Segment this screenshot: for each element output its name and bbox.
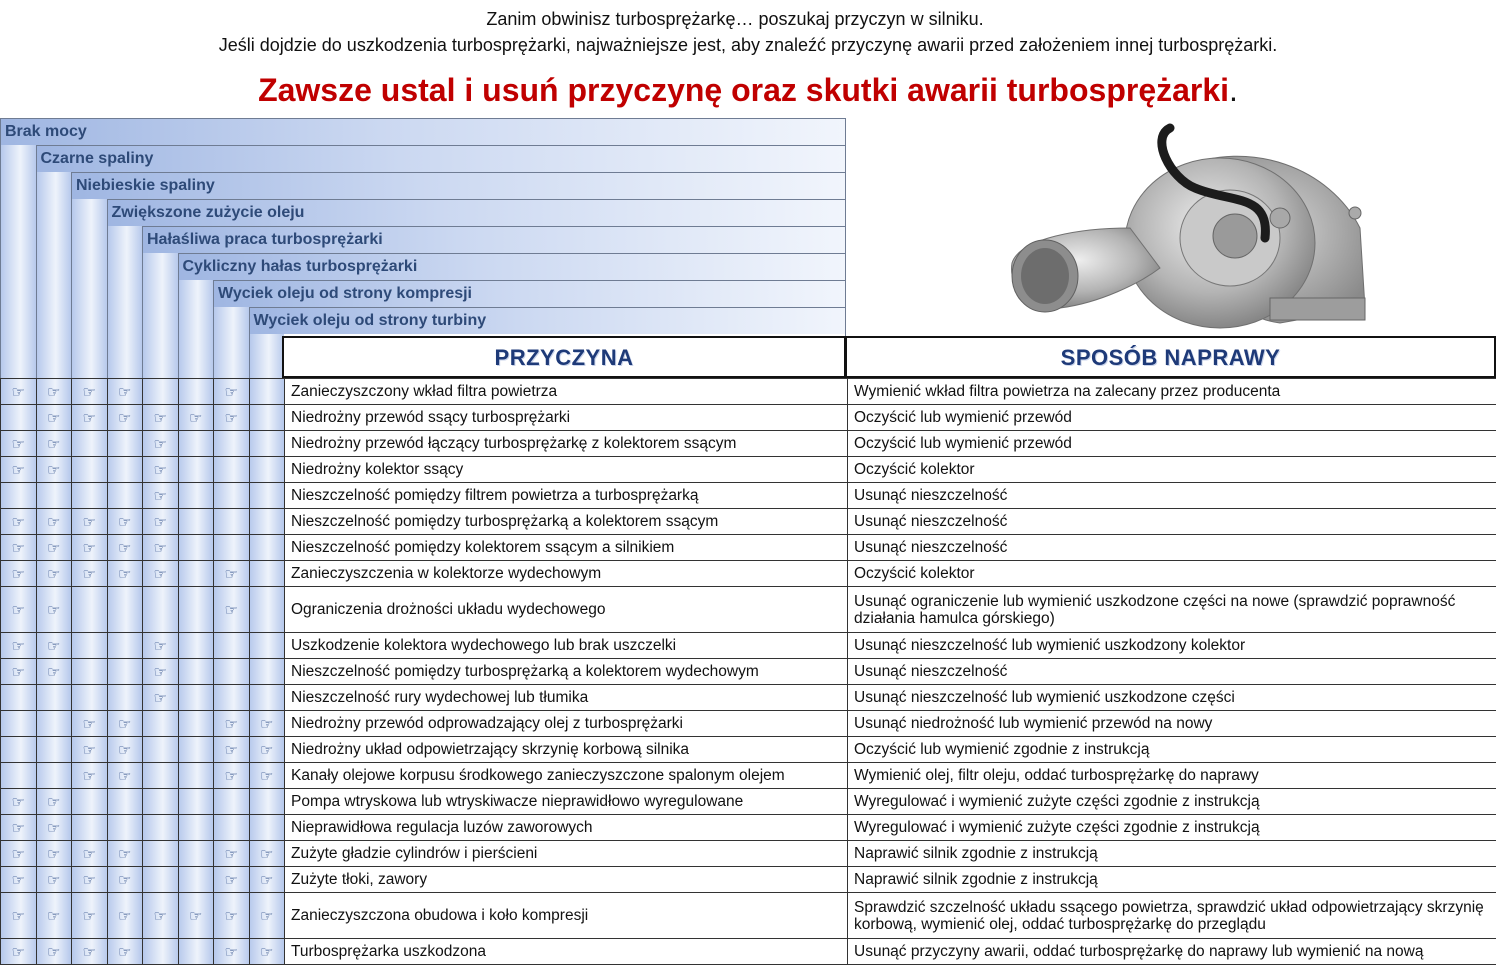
fix-cell: Sprawdzić szczelność układu ssącego powietrza, sprawdzić układ odpowietrzający skrzynię korbową, wymienić olej, oddać turbosprężarkę do przeglądu <box>848 893 1496 939</box>
empty-mark-cell <box>1 405 37 431</box>
empty-mark-cell <box>249 685 285 711</box>
fix-cell: Wymienić wkład filtra powietrza na zalecany przez producenta <box>848 379 1496 405</box>
empty-mark-cell <box>143 587 179 633</box>
empty-mark-cell <box>107 789 143 815</box>
empty-mark-cell <box>249 431 285 457</box>
empty-mark-cell <box>214 685 250 711</box>
cause-cell: Nieprawidłowa regulacja luzów zaworowych <box>285 815 848 841</box>
pointing-hand-icon: ☞ <box>249 893 285 939</box>
pointing-hand-icon: ☞ <box>72 711 108 737</box>
pointing-hand-icon: ☞ <box>249 841 285 867</box>
pointing-hand-icon: ☞ <box>107 535 143 561</box>
fix-cell: Usunąć nieszczelność <box>848 483 1496 509</box>
pointing-hand-icon: ☞ <box>1 815 37 841</box>
intro-line-1: Zanim obwinisz turbosprężarkę… poszukaj przyczyn w silniku. <box>486 9 984 29</box>
empty-mark-cell <box>249 789 285 815</box>
fix-cell: Usunąć niedrożność lub wymienić przewód na nowy <box>848 711 1496 737</box>
empty-mark-cell <box>143 711 179 737</box>
pointing-hand-icon: ☞ <box>107 379 143 405</box>
pointing-hand-icon: ☞ <box>1 893 37 939</box>
empty-mark-cell <box>36 685 72 711</box>
pointing-hand-icon: ☞ <box>36 587 72 633</box>
table-row <box>1 841 1496 867</box>
empty-mark-cell <box>143 379 179 405</box>
pointing-hand-icon: ☞ <box>143 457 179 483</box>
empty-mark-cell <box>107 685 143 711</box>
table-row <box>1 659 1496 685</box>
empty-mark-cell <box>249 457 285 483</box>
empty-mark-cell <box>143 841 179 867</box>
cause-cell: Niedrożny przewód ssący turbosprężarki <box>285 405 848 431</box>
cause-cell: Niedrożny układ odpowietrzający skrzynię korbową silnika <box>285 737 848 763</box>
symptom-header-1: Brak mocy <box>0 118 845 145</box>
cause-cell: Zanieczyszczony wkład filtra powietrza <box>285 379 848 405</box>
fix-cell: Usunąć przyczyny awarii, oddać turbosprężarkę do naprawy lub wymienić na nową <box>848 939 1496 965</box>
empty-mark-cell <box>1 711 37 737</box>
table-row <box>1 763 1496 789</box>
empty-mark-cell <box>214 457 250 483</box>
empty-mark-cell <box>214 659 250 685</box>
symptom-column-strip <box>107 226 143 378</box>
pointing-hand-icon: ☞ <box>36 841 72 867</box>
symptom-column-strip <box>36 172 72 378</box>
pointing-hand-icon: ☞ <box>249 711 285 737</box>
pointing-hand-icon: ☞ <box>72 737 108 763</box>
pointing-hand-icon: ☞ <box>107 867 143 893</box>
pointing-hand-icon: ☞ <box>72 379 108 405</box>
fix-cell: Usunąć nieszczelność lub wymienić uszkodzony kolektor <box>848 633 1496 659</box>
pointing-hand-icon: ☞ <box>214 867 250 893</box>
symptom-column-strip <box>142 253 178 378</box>
symptom-header-3: Niebieskie spaliny <box>71 172 845 199</box>
empty-mark-cell <box>249 535 285 561</box>
symptom-header-5: Hałaśliwa praca turbosprężarki <box>142 226 845 253</box>
headline-dot: . <box>1229 72 1238 108</box>
empty-mark-cell <box>107 815 143 841</box>
pointing-hand-icon: ☞ <box>107 893 143 939</box>
pointing-hand-icon: ☞ <box>72 763 108 789</box>
empty-mark-cell <box>72 431 108 457</box>
symptom-column-strip <box>178 280 214 378</box>
empty-mark-cell <box>214 431 250 457</box>
empty-mark-cell <box>214 815 250 841</box>
table-row <box>1 561 1496 587</box>
column-header-cause: PRZYCZYNA <box>282 336 846 378</box>
symptom-column-strip <box>0 145 36 378</box>
empty-mark-cell <box>249 815 285 841</box>
empty-mark-cell <box>178 763 214 789</box>
empty-mark-cell <box>107 659 143 685</box>
fix-cell: Oczyścić kolektor <box>848 457 1496 483</box>
pointing-hand-icon: ☞ <box>72 939 108 965</box>
pointing-hand-icon: ☞ <box>36 535 72 561</box>
empty-mark-cell <box>178 587 214 633</box>
empty-mark-cell <box>143 815 179 841</box>
empty-mark-cell <box>107 457 143 483</box>
empty-mark-cell <box>178 711 214 737</box>
pointing-hand-icon: ☞ <box>214 841 250 867</box>
empty-mark-cell <box>36 711 72 737</box>
table-row <box>1 405 1496 431</box>
pointing-hand-icon: ☞ <box>1 561 37 587</box>
pointing-hand-icon: ☞ <box>72 867 108 893</box>
pointing-hand-icon: ☞ <box>1 587 37 633</box>
empty-mark-cell <box>249 405 285 431</box>
empty-mark-cell <box>1 737 37 763</box>
table-row <box>1 939 1496 965</box>
diagnosis-table <box>0 378 1496 965</box>
cause-cell: Nieszczelność pomiędzy turbosprężarką a kolektorem wydechowym <box>285 659 848 685</box>
pointing-hand-icon: ☞ <box>249 763 285 789</box>
empty-mark-cell <box>143 763 179 789</box>
header-divider <box>845 118 846 336</box>
table-row <box>1 535 1496 561</box>
cause-cell: Nieszczelność pomiędzy kolektorem ssącym a silnikiem <box>285 535 848 561</box>
cause-cell: Zużyte tłoki, zawory <box>285 867 848 893</box>
empty-mark-cell <box>249 483 285 509</box>
table-row <box>1 711 1496 737</box>
empty-mark-cell <box>249 379 285 405</box>
fix-cell: Usunąć nieszczelność <box>848 535 1496 561</box>
cause-cell: Nieszczelność pomiędzy filtrem powietrza a turbosprężarką <box>285 483 848 509</box>
intro-line-2: Jeśli dojdzie do uszkodzenia turbosprężarki, najważniejsze jest, aby znaleźć przyczynę awarii przed założeniem innej turbosprężarki. <box>218 35 1278 55</box>
empty-mark-cell <box>143 939 179 965</box>
empty-mark-cell <box>72 457 108 483</box>
empty-mark-cell <box>1 763 37 789</box>
table-row <box>1 789 1496 815</box>
empty-mark-cell <box>143 737 179 763</box>
empty-mark-cell <box>178 457 214 483</box>
pointing-hand-icon: ☞ <box>249 939 285 965</box>
empty-mark-cell <box>214 535 250 561</box>
symptom-column-strip <box>71 199 107 378</box>
pointing-hand-icon: ☞ <box>36 939 72 965</box>
cause-cell: Niedrożny przewód odprowadzający olej z turbosprężarki <box>285 711 848 737</box>
empty-mark-cell <box>249 561 285 587</box>
table-row <box>1 457 1496 483</box>
empty-mark-cell <box>72 483 108 509</box>
pointing-hand-icon: ☞ <box>249 867 285 893</box>
table-row <box>1 633 1496 659</box>
pointing-hand-icon: ☞ <box>107 763 143 789</box>
pointing-hand-icon: ☞ <box>214 763 250 789</box>
pointing-hand-icon: ☞ <box>143 431 179 457</box>
symptom-header-2: Czarne spaliny <box>36 145 846 172</box>
pointing-hand-icon: ☞ <box>36 633 72 659</box>
pointing-hand-icon: ☞ <box>214 711 250 737</box>
pointing-hand-icon: ☞ <box>72 509 108 535</box>
pointing-hand-icon: ☞ <box>143 535 179 561</box>
pointing-hand-icon: ☞ <box>107 509 143 535</box>
empty-mark-cell <box>143 867 179 893</box>
empty-mark-cell <box>214 633 250 659</box>
pointing-hand-icon: ☞ <box>143 685 179 711</box>
empty-mark-cell <box>178 431 214 457</box>
pointing-hand-icon: ☞ <box>1 939 37 965</box>
table-row <box>1 815 1496 841</box>
cause-cell: Uszkodzenie kolektora wydechowego lub brak uszczelki <box>285 633 848 659</box>
pointing-hand-icon: ☞ <box>36 659 72 685</box>
empty-mark-cell <box>72 659 108 685</box>
pointing-hand-icon: ☞ <box>107 737 143 763</box>
pointing-hand-icon: ☞ <box>1 789 37 815</box>
pointing-hand-icon: ☞ <box>1 633 37 659</box>
pointing-hand-icon: ☞ <box>72 405 108 431</box>
empty-mark-cell <box>178 535 214 561</box>
pointing-hand-icon: ☞ <box>178 893 214 939</box>
pointing-hand-icon: ☞ <box>143 561 179 587</box>
pointing-hand-icon: ☞ <box>1 535 37 561</box>
cause-cell: Ograniczenia drożności układu wydechowego <box>285 587 848 633</box>
pointing-hand-icon: ☞ <box>36 561 72 587</box>
pointing-hand-icon: ☞ <box>214 893 250 939</box>
fix-cell: Wyregulować i wymienić zużyte części zgodnie z instrukcją <box>848 815 1496 841</box>
empty-mark-cell <box>72 685 108 711</box>
empty-mark-cell <box>178 483 214 509</box>
pointing-hand-icon: ☞ <box>1 379 37 405</box>
empty-mark-cell <box>178 789 214 815</box>
fix-cell: Oczyścić lub wymienić przewód <box>848 405 1496 431</box>
pointing-hand-icon: ☞ <box>214 379 250 405</box>
pointing-hand-icon: ☞ <box>1 841 37 867</box>
empty-mark-cell <box>143 789 179 815</box>
empty-mark-cell <box>178 815 214 841</box>
symptom-header-6: Cykliczny hałas turbosprężarki <box>178 253 846 280</box>
empty-mark-cell <box>178 659 214 685</box>
table-row <box>1 483 1496 509</box>
symptom-header-4: Zwiększone zużycie oleju <box>107 199 846 226</box>
table-row <box>1 587 1496 633</box>
fix-cell: Wyregulować i wymienić zużyte części zgodnie z instrukcją <box>848 789 1496 815</box>
empty-mark-cell <box>214 789 250 815</box>
cause-cell: Niedrożny kolektor ssący <box>285 457 848 483</box>
fix-cell: Usunąć nieszczelność <box>848 509 1496 535</box>
headline-text: Zawsze ustal i usuń przyczynę oraz skutki awarii turbosprężarki <box>258 72 1230 108</box>
empty-mark-cell <box>72 789 108 815</box>
fix-cell: Oczyścić lub wymienić przewód <box>848 431 1496 457</box>
pointing-hand-icon: ☞ <box>107 841 143 867</box>
fix-cell: Naprawić silnik zgodnie z instrukcją <box>848 841 1496 867</box>
empty-mark-cell <box>36 737 72 763</box>
fix-cell: Usunąć nieszczelność lub wymienić uszkodzone części <box>848 685 1496 711</box>
headline <box>0 72 1496 109</box>
table-row <box>1 379 1496 405</box>
empty-mark-cell <box>249 509 285 535</box>
empty-mark-cell <box>214 509 250 535</box>
empty-mark-cell <box>72 587 108 633</box>
empty-mark-cell <box>249 659 285 685</box>
cause-cell: Kanały olejowe korpusu środkowego zanieczyszczone spalonym olejem <box>285 763 848 789</box>
pointing-hand-icon: ☞ <box>143 633 179 659</box>
pointing-hand-icon: ☞ <box>36 867 72 893</box>
pointing-hand-icon: ☞ <box>36 893 72 939</box>
empty-mark-cell <box>107 587 143 633</box>
pointing-hand-icon: ☞ <box>36 789 72 815</box>
pointing-hand-icon: ☞ <box>178 405 214 431</box>
empty-mark-cell <box>36 763 72 789</box>
empty-mark-cell <box>1 685 37 711</box>
table-row <box>1 509 1496 535</box>
empty-mark-cell <box>107 483 143 509</box>
cause-cell: Zanieczyszczona obudowa i koło kompresji <box>285 893 848 939</box>
pointing-hand-icon: ☞ <box>214 737 250 763</box>
pointing-hand-icon: ☞ <box>143 659 179 685</box>
fix-cell: Usunąć nieszczelność <box>848 659 1496 685</box>
fix-cell: Usunąć ograniczenie lub wymienić uszkodzone części na nowe (sprawdzić poprawność działania hamulca górskiego) <box>848 587 1496 633</box>
table-row <box>1 431 1496 457</box>
pointing-hand-icon: ☞ <box>107 561 143 587</box>
pointing-hand-icon: ☞ <box>1 509 37 535</box>
fix-cell: Oczyścić lub wymienić zgodnie z instrukcją <box>848 737 1496 763</box>
pointing-hand-icon: ☞ <box>214 939 250 965</box>
pointing-hand-icon: ☞ <box>214 405 250 431</box>
pointing-hand-icon: ☞ <box>107 711 143 737</box>
pointing-hand-icon: ☞ <box>249 737 285 763</box>
empty-mark-cell <box>178 737 214 763</box>
pointing-hand-icon: ☞ <box>1 659 37 685</box>
pointing-hand-icon: ☞ <box>1 457 37 483</box>
pointing-hand-icon: ☞ <box>107 939 143 965</box>
pointing-hand-icon: ☞ <box>1 867 37 893</box>
table-row <box>1 867 1496 893</box>
pointing-hand-icon: ☞ <box>36 431 72 457</box>
empty-mark-cell <box>178 841 214 867</box>
column-header-fix: SPOSÓB NAPRAWY <box>845 336 1496 378</box>
empty-mark-cell <box>249 587 285 633</box>
empty-mark-cell <box>72 633 108 659</box>
pointing-hand-icon: ☞ <box>143 509 179 535</box>
pointing-hand-icon: ☞ <box>72 561 108 587</box>
pointing-hand-icon: ☞ <box>36 405 72 431</box>
table-row <box>1 737 1496 763</box>
fix-cell: Naprawić silnik zgodnie z instrukcją <box>848 867 1496 893</box>
cause-cell: Nieszczelność pomiędzy turbosprężarką a kolektorem ssącym <box>285 509 848 535</box>
table-row <box>1 893 1496 939</box>
pointing-hand-icon: ☞ <box>143 405 179 431</box>
cause-cell: Niedrożny przewód łączący turbosprężarkę z kolektorem ssącym <box>285 431 848 457</box>
empty-mark-cell <box>249 633 285 659</box>
empty-mark-cell <box>178 633 214 659</box>
empty-mark-cell <box>107 431 143 457</box>
empty-mark-cell <box>178 561 214 587</box>
empty-mark-cell <box>178 685 214 711</box>
cause-cell: Turbosprężarka uszkodzona <box>285 939 848 965</box>
pointing-hand-icon: ☞ <box>72 893 108 939</box>
fix-cell: Oczyścić kolektor <box>848 561 1496 587</box>
symptom-header-7: Wyciek oleju od strony kompresji <box>213 280 845 307</box>
cause-cell: Nieszczelność rury wydechowej lub tłumika <box>285 685 848 711</box>
empty-mark-cell <box>214 483 250 509</box>
pointing-hand-icon: ☞ <box>72 535 108 561</box>
pointing-hand-icon: ☞ <box>36 815 72 841</box>
pointing-hand-icon: ☞ <box>36 457 72 483</box>
empty-mark-cell <box>107 633 143 659</box>
cause-cell: Zużyte gładzie cylindrów i pierścieni <box>285 841 848 867</box>
empty-mark-cell <box>1 483 37 509</box>
pointing-hand-icon: ☞ <box>72 841 108 867</box>
symptom-header-8: Wyciek oleju od strony turbiny <box>249 307 846 334</box>
empty-mark-cell <box>36 483 72 509</box>
empty-mark-cell <box>178 509 214 535</box>
pointing-hand-icon: ☞ <box>214 587 250 633</box>
empty-mark-cell <box>178 867 214 893</box>
table-row <box>1 685 1496 711</box>
empty-mark-cell <box>178 939 214 965</box>
empty-mark-cell <box>72 815 108 841</box>
symptom-column-strip <box>213 307 249 378</box>
cause-cell: Pompa wtryskowa lub wtryskiwacze nieprawidłowo wyregulowane <box>285 789 848 815</box>
pointing-hand-icon: ☞ <box>107 405 143 431</box>
pointing-hand-icon: ☞ <box>143 893 179 939</box>
turbocharger-image <box>1000 118 1390 336</box>
pointing-hand-icon: ☞ <box>214 561 250 587</box>
empty-mark-cell <box>178 379 214 405</box>
pointing-hand-icon: ☞ <box>36 379 72 405</box>
cause-cell: Zanieczyszczenia w kolektorze wydechowym <box>285 561 848 587</box>
pointing-hand-icon: ☞ <box>36 509 72 535</box>
pointing-hand-icon: ☞ <box>143 483 179 509</box>
pointing-hand-icon: ☞ <box>1 431 37 457</box>
fix-cell: Wymienić olej, filtr oleju, oddać turbosprężarkę do naprawy <box>848 763 1496 789</box>
symptom-column-strip <box>249 334 285 378</box>
